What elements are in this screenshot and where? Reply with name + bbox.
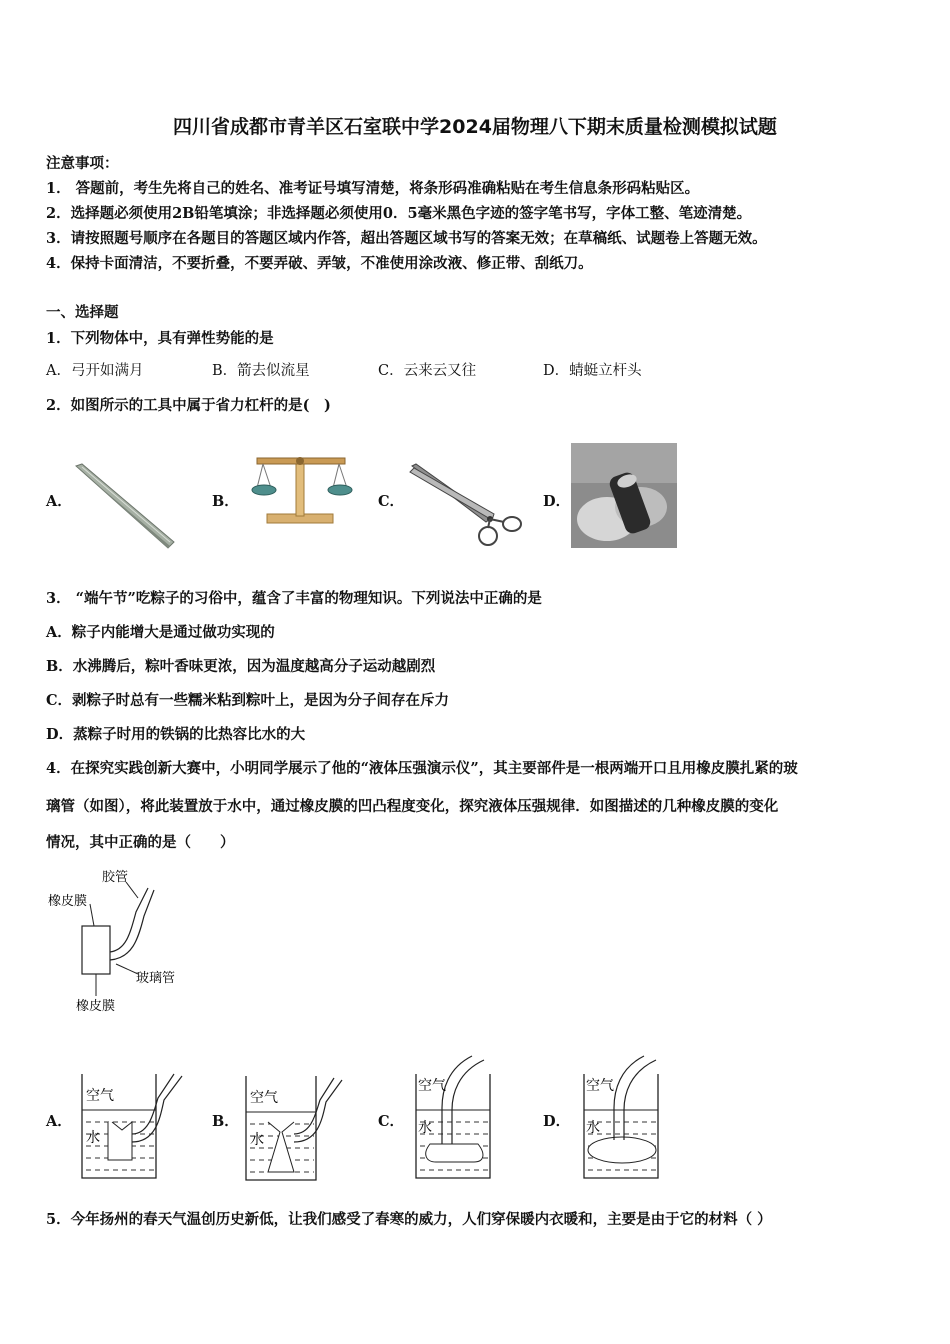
q2-label-b: B． [212,493,239,510]
label-film-top: 橡皮膜 [48,894,88,909]
water-label: 水 [86,1130,100,1146]
q4-label-b: B． [212,1113,239,1130]
label-film-bottom: 橡皮膜 [76,999,116,1014]
q4-stem-line: 璃管（如图），将此装置放于水中，通过橡皮膜的凹凸程度变化，探究液体压强规律．如图描述的几种橡皮膜的变化 [46,798,779,815]
water-label: 水 [418,1120,432,1136]
beaker-b-diagram [242,1072,352,1184]
tweezers-image [70,458,180,553]
q1-option-a: A．弓开如满月 [46,363,144,379]
q3-option-a: A．粽子内能增大是通过做功实现的 [46,624,275,641]
bottle-opener-photo [571,443,677,548]
q4-label-c: C． [378,1113,405,1130]
air-label: 空气 [418,1078,446,1094]
q1-option-b: B．箭去似流星 [212,363,310,379]
notice-heading: 注意事项： [46,155,119,172]
q2-label-d: D． [543,493,571,510]
air-label: 空气 [586,1078,614,1094]
q3-option-b: B．水沸腾后，粽叶香味更浓，因为温度越高分子运动越剧烈 [46,658,436,675]
beaker-c-diagram [412,1050,522,1182]
section-heading: 一、选择题 [46,304,119,321]
water-label: 水 [250,1132,264,1148]
notice-item: 2．选择题必须使用2B铅笔填涂；非选择题必须使用0．5毫米黑色字迹的签字笔书写，字体工整、笔迹清楚。 [46,205,752,222]
water-label: 水 [586,1120,600,1136]
q5-stem: 5．今年扬州的春天气温创历史新低，让我们感受了春寒的威力，人们穿保暖内衣暖和，主要是由于它的材料（ ） [46,1211,772,1228]
air-label: 空气 [250,1090,278,1106]
q2-stem: 2．如图所示的工具中属于省力杠杆的是( ) [46,397,331,414]
scissors-image [408,462,528,550]
q3-option-c: C．剥粽子时总有一些糯米粘到粽叶上，是因为分子间存在斥力 [46,692,450,709]
q4-stem-line: 情况，其中正确的是（ ） [46,834,235,851]
q2-label-a: A． [46,493,72,510]
q1-stem: 1．下列物体中，具有弹性势能的是 [46,330,274,347]
q1-option-c: C．云来云又往 [378,363,477,379]
label-hose: 胶管 [102,870,129,885]
beaker-d-diagram [580,1050,690,1182]
notice-item: 3．请按照题号顺序在各题目的答题区域内作答，超出答题区域书写的答案无效；在草稿纸、试题卷上答题无效。 [46,230,767,247]
beaker-a-diagram [78,1070,188,1182]
label-glass-tube: 玻璃管 [136,971,176,986]
q4-label-d: D． [543,1113,571,1130]
q3-stem: 3． “端午节”吃粽子的习俗中，蕴含了丰富的物理知识。下列说法中正确的是 [46,590,542,607]
pressure-device-diagram [44,864,194,1014]
q4-stem-line: 4．在探究实践创新大赛中，小明同学展示了他的“液体压强演示仪”，其主要部件是一根两端开口且用橡皮膜扎紧的玻 [46,760,798,777]
notice-item: 4．保持卡面清洁，不要折叠，不要弄破、弄皱，不准使用涂改液、修正带、刮纸刀。 [46,255,593,272]
q4-label-a: A． [46,1113,72,1130]
air-label: 空气 [86,1088,114,1104]
q3-option-d: D．蒸粽子时用的铁锅的比热容比水的大 [46,726,306,743]
q1-option-d: D．蜻蜓立杆头 [543,363,642,379]
q2-label-c: C． [378,493,405,510]
page-title: 四川省成都市青羊区石室联中学2024届物理八下期末质量检测模拟试题 [173,116,777,138]
balance-scale-image [245,448,357,526]
notice-item: 1． 答题前，考生先将自己的姓名、准考证号填写清楚，将条形码准确粘贴在考生信息条形码粘贴区。 [46,180,700,197]
